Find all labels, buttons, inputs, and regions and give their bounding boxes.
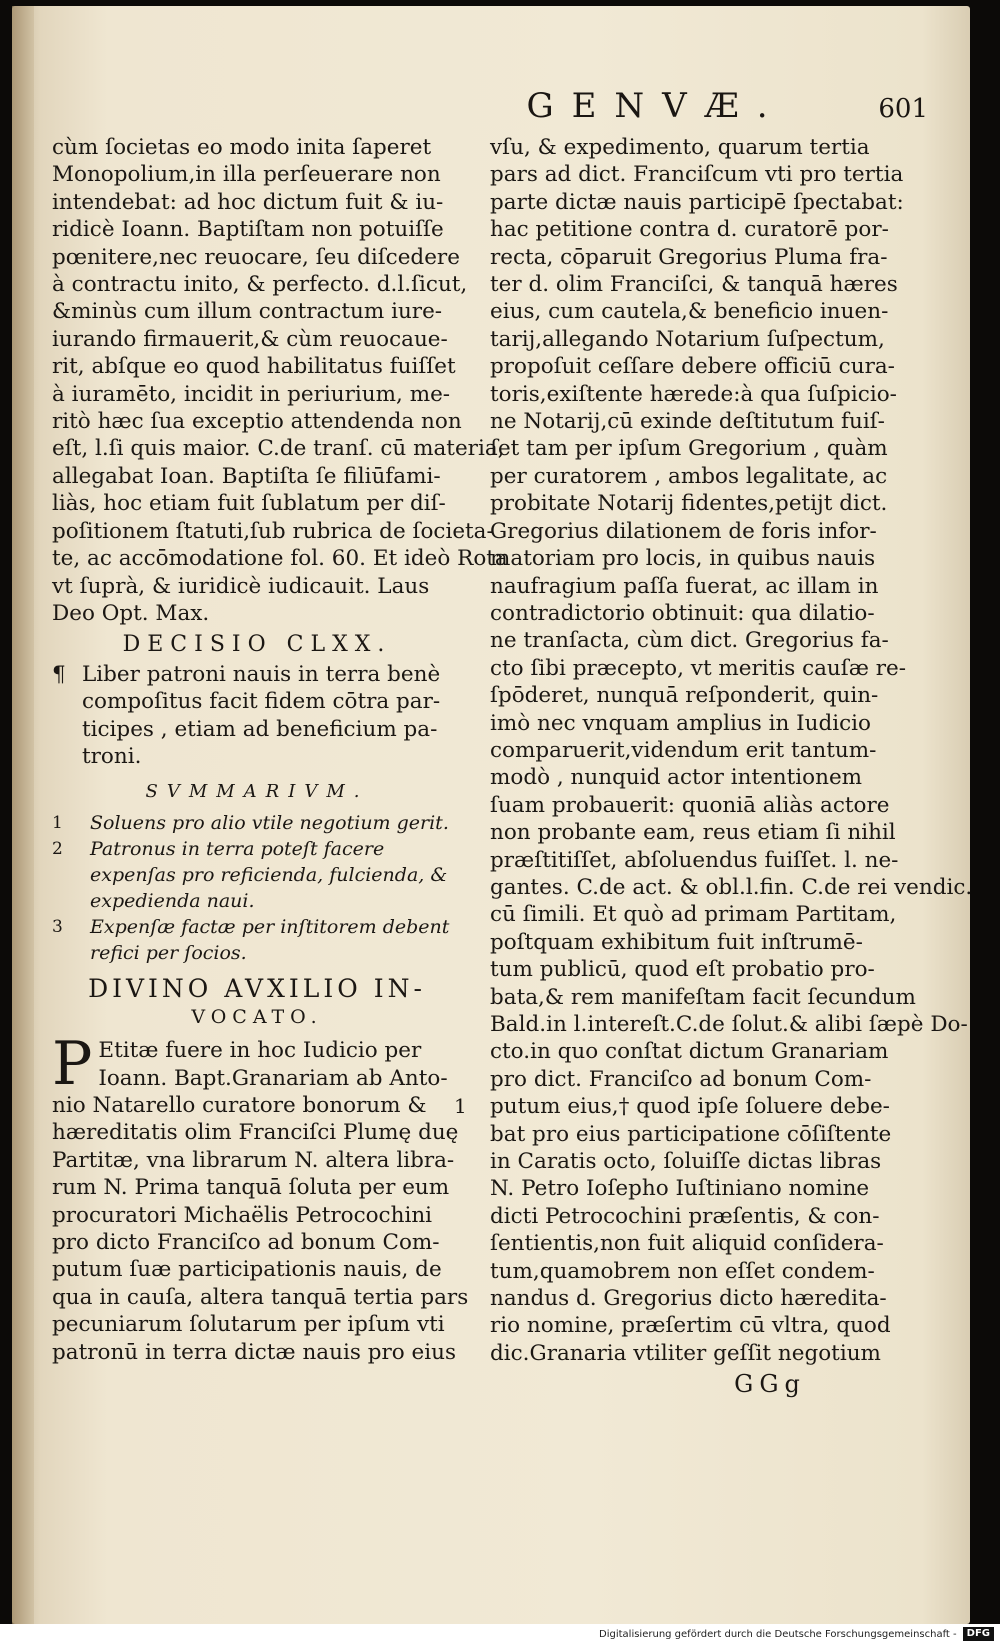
body-line: patronū in terra dictæ nauis pro eius — [52, 1339, 457, 1365]
argument-line: compoſitus facit fidem cōtra par- — [82, 689, 441, 715]
right-text-line: pars ad dict. Franciſcum vti pro tertia — [490, 162, 904, 188]
footer-text: Digitalisierung gefördert durch die Deutsche Forschungsgemeinschaft - — [599, 1629, 957, 1640]
right-text-line: poſtquam exhibitum fuit inſtrumē- — [490, 929, 863, 955]
body-line: Partitæ, vna librarum N. altera libra- — [52, 1147, 455, 1173]
summarium-item-number: 1 — [52, 812, 63, 833]
text-block-continuation — [52, 134, 508, 627]
summarium-item-text: Patronus in terra poteſt facere expenſas pro reficienda, fulcienda, & expedienda naui. — [90, 837, 448, 912]
body-line: Etitæ fuere in hoc Iudicio per — [98, 1038, 422, 1064]
body-line: putum ſuæ participationis nauis, de — [52, 1257, 442, 1283]
right-text-line: pro dict. Franciſco ad bonum Com- — [490, 1066, 872, 1092]
right-text-line: ne Notarij,cū exinde deſtitutum fuiſ- — [490, 409, 885, 435]
right-text-line: comparuerit,videndum erit tantum- — [490, 737, 877, 763]
summarium-item-text: Expenſæ factæ per inſtitorem debent refici per ſocios. — [90, 915, 450, 964]
right-text-line: cto.in quo conſtat dictum Granariam — [490, 1039, 889, 1065]
left-text-line: liàs, hoc etiam fuit ſublatum per diſ- — [52, 491, 446, 517]
right-column — [454, 134, 973, 1399]
signature-mark: GGg — [734, 1370, 806, 1399]
right-text-line: bata,& rem manifeſtam facit ſecundum — [490, 984, 916, 1010]
decision-body-text — [52, 1029, 469, 1366]
left-text-line: vt ſuprà, & iuridicè iudicauit. Laus — [52, 573, 430, 599]
body-line: rum N. Prima tanquā ſoluta per eum — [52, 1175, 450, 1201]
invocation-heading-2: VOCATO. — [191, 1005, 323, 1028]
left-text-line: ritò hæc ſua exceptio attendenda non — [52, 409, 462, 435]
body-line: pecuniarum ſolutarum per ipſum vti — [52, 1312, 445, 1338]
digitization-footer — [0, 1624, 1000, 1645]
left-text-line: Monopolium,in illa perſeuerare non — [52, 162, 441, 188]
right-text-line: putum eius,† quod ipſe ſoluere debe- — [490, 1094, 890, 1120]
right-text-line: matoriam pro locis, in quibus nauis — [490, 546, 876, 572]
left-text-line: te, ac accōmodatione fol. 60. Et ideò Rota — [52, 546, 508, 572]
right-text-line: ſuam probauerit: quoniā aliàs actore — [490, 792, 890, 818]
right-text-line: naufragium paſſa fuerat, ac illam in — [490, 573, 879, 599]
summarium-title: SVMMARIVM. — [145, 781, 369, 803]
body-line: procuratori Michaëlis Petrocochini — [52, 1202, 433, 1228]
right-column-text — [454, 134, 973, 1367]
margin-reference-number: 1 — [454, 1094, 467, 1118]
left-text-line: eſt, l.ſi quis maior. C.de tranſ. cū materia, — [52, 436, 505, 462]
right-text-line: vſu, & expedimento, quarum tertia — [490, 135, 870, 160]
left-text-line: poſitionem ſtatuti,ſub rubrica de ſocieta- — [52, 518, 494, 544]
pilcrow-icon: ¶ — [52, 661, 66, 687]
summarium-item-number: 2 — [52, 838, 63, 859]
body-line: nio Natarello curatore bonorum & — [52, 1092, 427, 1118]
body-line: hæreditatis olim Franciſci Plumę duę — [52, 1120, 459, 1146]
left-text-line: à contractu inito, & perfecto. d.l.ſicut, — [52, 272, 468, 298]
right-text-line: N. Petro Ioſepho Iuſtiniano nomine — [490, 1176, 870, 1202]
body-line: pro dicto Franciſco ad bonum Com- — [52, 1230, 440, 1255]
left-text-line: pœnitere,nec reuocare, ſeu diſcedere — [52, 244, 460, 270]
summarium-item-text: Soluens pro alio vtile negotium gerit. — [90, 811, 449, 834]
right-text-line: hac petitione contra d. curatorē por- — [490, 217, 889, 243]
body-line: qua in cauſa, altera tanquā tertia pars — [52, 1284, 469, 1310]
right-text-line: nandus d. Gregorius dicto hæredita- — [490, 1286, 887, 1312]
right-text-line: tum,quamobrem non eſſet condem- — [490, 1258, 875, 1284]
right-text-line: gantes. C.de act. & obl.l.fin. C.de rei vendic. — [490, 874, 973, 900]
right-text-line: in Caratis octo, ſoluiſſe dictas libras — [490, 1149, 882, 1175]
right-text-line: ſet tam per ipſum Gregorium , quàm — [490, 436, 888, 462]
right-text-line: rio nomine, præſertim cū vltra, quod — [490, 1313, 891, 1339]
page-number: 601 — [878, 94, 928, 124]
left-text-line: cùm ſocietas eo modo inita ſaperet — [52, 135, 432, 160]
left-text-line: ridicè Ioann. Baptiſtam non potuiſſe — [52, 217, 444, 243]
left-text-line: allegabat Ioan. Baptiſta ſe filiūfami- — [52, 463, 441, 489]
right-text-line: Gregorius dilationem de foris infor- — [490, 518, 877, 544]
right-text-line: tum publicū, quod eſt probatio pro- — [490, 957, 875, 983]
decision-argument — [52, 661, 462, 771]
argument-line: Liber patroni nauis in terra benè — [82, 661, 441, 687]
summarium-item — [52, 810, 462, 836]
right-text-line: ſpōderet, nunquā reſponderit, quin- — [490, 683, 879, 709]
decisio-heading: DECISIO CLXX. — [122, 632, 392, 658]
right-text-line: recta, cōparuit Gregorius Pluma fra- — [490, 244, 888, 270]
right-text-line: cto ſibi præcepto, vt meritis cauſæ re- — [490, 655, 907, 681]
right-text-line: non probante eam, reus etiam ſi nihil — [490, 820, 896, 846]
running-title: GENVÆ. — [526, 86, 786, 126]
summarium-item — [52, 914, 462, 966]
right-text-line: parte dictæ nauis participē ſpectabat: — [490, 189, 904, 215]
left-text-line: &minùs cum illum contractum iure- — [52, 299, 443, 325]
right-text-line: cū ſimili. Et quò ad primam Partitam, — [490, 902, 897, 928]
page-gutter — [12, 6, 34, 1624]
right-text-line: toris,exiſtente hærede:à qua ſuſpicio- — [490, 381, 897, 407]
left-text-line: à iuramēto, incidit in periurium, me- — [52, 381, 451, 407]
right-text-line: bat pro eius participatione cōſiſtente — [490, 1121, 892, 1147]
invocation-heading: DIVINO AVXILIO IN- — [88, 973, 426, 1003]
argument-line: troni. — [82, 743, 142, 769]
drop-cap: P — [52, 1029, 93, 1100]
argument-text — [82, 661, 440, 771]
summarium-item — [52, 836, 462, 914]
right-text-line: modò , nunquid actor intentionem — [490, 765, 863, 791]
left-text-line: intendebat: ad hoc dictum fuit & iu- — [52, 189, 444, 215]
left-text-line: iurando firmauerit,& cùm reuocaue- — [52, 326, 448, 352]
right-text-line: tarij,allegando Notarium ſuſpectum, — [490, 326, 885, 352]
book-page — [12, 6, 973, 1624]
summarium-item-number: 3 — [52, 916, 63, 937]
right-text-line: ter d. olim Franciſci, & tanquā hæres — [490, 272, 898, 298]
summarium-list — [52, 810, 462, 966]
dfg-logo: DFG — [963, 1627, 994, 1641]
right-text-line: Bald.in l.intereſt.C.de ſolut.& alibi ſæpè Do- — [490, 1012, 968, 1037]
right-text-line: dic.Granaria vtiliter geſſit negotium — [490, 1340, 881, 1366]
right-text-line: præſtitiſſet, abſoluendus fuiſſet. l. ne- — [490, 847, 899, 873]
right-text-line: dicti Petrocochini præſentis, & con- — [490, 1203, 880, 1229]
left-column — [52, 134, 508, 1366]
left-text-line: rit, abſque eo quod habilitatus fuiſſet — [52, 354, 456, 380]
right-text-line: eius, cum cautela,& beneficio inuen- — [490, 299, 889, 325]
right-text-line: ne tranſacta, cùm dict. Gregorius fa- — [490, 628, 889, 654]
right-text-line: imò nec vnquam amplius in Iudicio — [490, 710, 871, 736]
right-text-line: per curatorem , ambos legalitate, ac — [490, 463, 888, 489]
body-line: Ioann. Bapt.Granariam ab Anto- — [98, 1065, 448, 1091]
argument-line: ticipes , etiam ad beneficium pa- — [82, 716, 438, 742]
right-text-line: probitate Notarij fidentes,petijt dict. — [490, 491, 888, 517]
right-text-line: contradictorio obtinuit: qua dilatio- — [490, 600, 875, 626]
left-text-line: Deo Opt. Max. — [52, 600, 210, 626]
decision-body — [52, 1029, 469, 1366]
right-text-line: propoſuit ceſſare debere officiū cura- — [490, 354, 895, 380]
right-text-line: ſentientis,non fuit aliquid conſidera- — [490, 1231, 884, 1257]
